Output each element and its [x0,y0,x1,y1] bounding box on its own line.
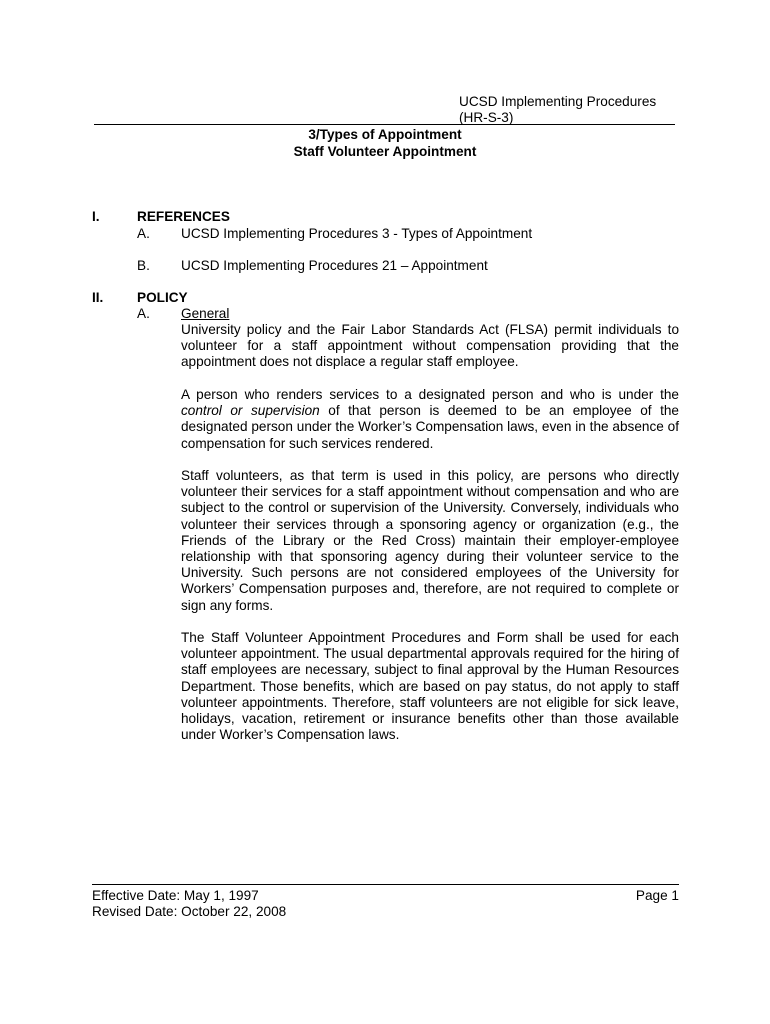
section-title-policy: POLICY [137,290,188,305]
reference-item: UCSD Implementing Procedures 3 - Types of Appointment [181,226,533,241]
reference-item: UCSD Implementing Procedures 21 – Appointment [181,258,488,273]
header-rule [94,124,675,125]
policy-paragraph-3: Staff volunteers, as that term is used in this policy, are persons who directly volunteer their services for a staff appointment without compensation and who are subject to the control or supervision of the University. Conversely, individuals who volunteer their services through a sponsoring agency or organization (e.g., the Friends of the Library or the Red Cross) maintain their employer-employee relationship with that sponsoring agency during their volunteer service to the University. Such persons are not considered employees of the University for Workers’ Compensation purposes and, therefore, are not required to complete or sign any forms. [181,468,679,613]
section-number-references: I. [92,209,100,224]
header-procedures-label: UCSD Implementing Procedures [459,94,657,109]
subsection-title-general: General [181,306,230,321]
footer-effective-date: Effective Date: May 1, 1997 [92,888,259,903]
policy-paragraph-1: University policy and the Fair Labor Standards Act (FLSA) permit individuals to volunteer for a staff appointment without compensation providing that the appointment does not displace a regular staff employee. [181,322,679,370]
document-subtitle: Staff Volunteer Appointment [293,144,477,159]
header-code: (HR-S-3) [459,110,514,125]
footer-revised-date: Revised Date: October 22, 2008 [92,904,287,919]
reference-letter: B. [137,258,150,273]
reference-letter: A. [137,226,150,241]
policy-paragraph-4: The Staff Volunteer Appointment Procedures and Form shall be used for each volunteer appointment. The usual departmental approvals required for the hiring of staff employees are necessary, subject to final approval by the Human Resources Department. Those benefits, which are based on pay status, do not apply to staff volunteer appointments. Therefore, staff volunteers are not eligible for sick leave, holidays, vacation, retirement or insurance benefits other than those available under Worker’s Compensation laws. [181,630,679,743]
document-title: 3/Types of Appointment [308,127,462,142]
footer-rule [92,884,679,885]
subsection-letter: A. [137,306,150,321]
policy-paragraph-2-emphasis: control or supervision [181,403,320,419]
policy-paragraph-2-text: A person who renders services to a designated person and who is under the [181,387,679,402]
policy-paragraph-2-text: of that person is deemed to be an employee of the designated person under the Worker’s Compensation laws, even in the absence of compensation for such services rendered. [181,403,679,451]
policy-paragraph-2 [181,387,679,452]
footer-page-number: Page 1 [635,888,679,903]
section-title-references: REFERENCES [137,209,230,224]
section-number-policy: II. [92,290,104,305]
